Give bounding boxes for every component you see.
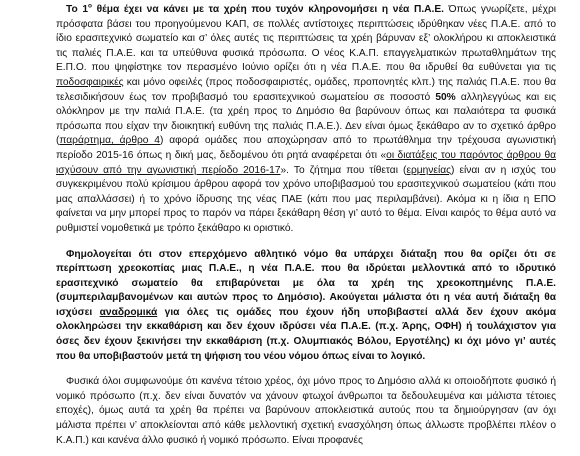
body-text: και μόνο οφειλές (προς ποδοσφαιριστές, ομάδες, προπονητές κλπ.) της παλιάς Π.Α.Ε. που θα τελεσιδικήσουν έως τον προβιβασμό του ερασιτεχνικού σωματείου σε ποσοστό <box>56 76 556 103</box>
body-text: Φυσικά όλοι συμφωνούμε ότι κανένα τέτοιο χρέος, όχι μόνο προς το Δημόσιο αλλά κι οποιοδήποτε φυσικό ή νομικό πρόσωπο (π.χ. δεν είναι δυνατόν να χάνουν φτωχοί άνθρωποι τα δεδουλευμένα και μάλιστα τέτοιες εποχές), όμως αυτά τα χρέη θα πρέπει να βαρύνουν αποκλειστικά αυτούς που τα δημιούργησαν (αν όχι μάλιστα πρέπει ν’ αποκλείονται από κάθε μελλοντική σχετική ενασχόληση όπως άλλωστε προβλέπει πλέον ο Κ.Α.Π.) και κανένα άλλο φυσικό ή νομικό πρόσωπο. Είναι προφανές <box>56 376 556 446</box>
ordinal-superscript: ο <box>88 2 92 10</box>
body-text: ». Το ζήτημα που τίθεται ( <box>280 164 407 176</box>
underlined-interpretation: ερμηνείας <box>406 164 452 176</box>
topic-heading-part2: θέμα έχει να κάνει με τα χρέη που τυχόν κληρονομήσει η νέα Π.Α.Ε. <box>92 4 444 15</box>
paragraph-agreement <box>56 375 556 448</box>
paragraph-debts-inheritance <box>56 3 556 237</box>
percentage-bold: 50% <box>435 91 456 103</box>
underlined-annex-reference: παράρτημα, άρθρο 4 <box>59 135 160 147</box>
body-text: ) είναι αν η ισχύς του συγκεκριμένου πολύ κρίσιμου άρθρου αφορά τον χρόνο υποβιβασμού του ερασιτεχνικού σωματείου (κάτι που μας απαλλάσσει) ή το χρόνο ίδρυσης της νέας ΠΑΕ (κάτι που μας περιλαμβάνει). Ακόμα κι η ίδια η ΕΠΟ φαίνεται να μην μπορεί προς το παρόν να πάρει ξεκάθαρη θέση γι’ αυτό το θέμα. Είναι καιρός το θέμα αυτό να ρυθμιστεί νομοθετικά με τρόπο ξεκάθαρο κι οριστικό. <box>56 164 556 234</box>
topic-heading-part1: Το 1 <box>66 4 89 15</box>
body-text: Όπως γνωρίζετε, μέχρι πρόσφατα βάσει του προηγούμενου ΚΑΠ, σε πολλές αντίστοιχες περιπτώσεις ιδρύθηκαν νέες Π.Α.Ε. από το ίδιο ερασιτεχνικό σωματείο και σ’ όλες αυτές τις περιπτώσεις τα χρέη βάρυναν εξ’ ολοκλήρου κι αποκλειστικά τις παλιές Π.Α.Ε. και τα υπεύθυνα φυσικά πρόσωπα. Ο νέος Κ.Α.Π. επαγγελματικών πρωταθλημάτων της Ε.Π.Ο. που ψηφίστηκε τον περασμένο Ιούνιο ορίζει ότι η νέα Π.Α.Ε. που θα ιδρυθεί θα ευθύνεται για τις <box>56 4 557 74</box>
body-text: για όλες τις ομάδες που έχουν ήδη υποβιβαστεί αλλά δεν έχουν ακόμα ολοκληρώσει την εκκαθάριση και δεν έχουν ιδρύσει νέα Π.Α.Ε. (π.χ. Άρης, ΟΦΗ) ή τουλάχιστον για όσες δεν έχουν ξεκινήσει την εκκαθάριση (π.χ. Ολυμπιακός Βόλου, Εργοτέλης) κι όχι μόνο γι’ αυτές που θα υποβιβαστούν μετά τη ψήφιση του νέου νόμου όπως είναι το λογικό. <box>56 306 556 362</box>
underlined-retroactive: αναδρομικά <box>99 306 158 318</box>
body-text: αλληλεγγύως και εις ολόκληρον με την παλιά Π.Α.Ε. (τα χρέη προς το Δημόσιο θα βαρύνουν όπως και παλαιότερα τα φυσικά πρόσωπα που είχαν την διοικητική ευθύνη της παλιάς Π.Α.Ε.). Δεν είναι όμως ξεκάθαρο αν το σχετικό άρθρο ( <box>56 91 556 147</box>
body-text: Φημολογείται ότι στον επερχόμενο αθλητικό νόμο θα υπάρχει διάταξη που θα ορίζει ότι σε περίπτωση χρεοκοπίας μιας Π.Α.Ε., η νέα Π.Α.Ε. που θα ιδρύεται μελλοντικά από το ιδρυτικό ερασιτεχνικό σωματείο θα επιβαρύνεται με όλα τα χρέη της χρεοκοπημένης Π.Α.Ε. (συμπεριλαμβανομένων και αυτών προς το Δημόσιο). Ακούγεται μάλιστα ότι η νέα αυτή διάταξη θα ισχύσει <box>56 248 556 318</box>
underlined-quote: οι διατάξεις του παρόντος άρθρου θα ισχύσουν από την αγωνιστική περίοδο 2016-17 <box>56 149 556 176</box>
underlined-term-football: ποδοσφαιρικές <box>56 76 124 88</box>
body-text: ) αφορά ομάδες που αποχώρησαν από το πρωτάθλημα την τρέχουσα αγωνιστική περίοδο 2015-16 όπως η δική μας, δεδομένου ότι ρητά αναφέρεται ότι « <box>56 135 556 161</box>
paragraph-upcoming-law <box>56 248 556 365</box>
